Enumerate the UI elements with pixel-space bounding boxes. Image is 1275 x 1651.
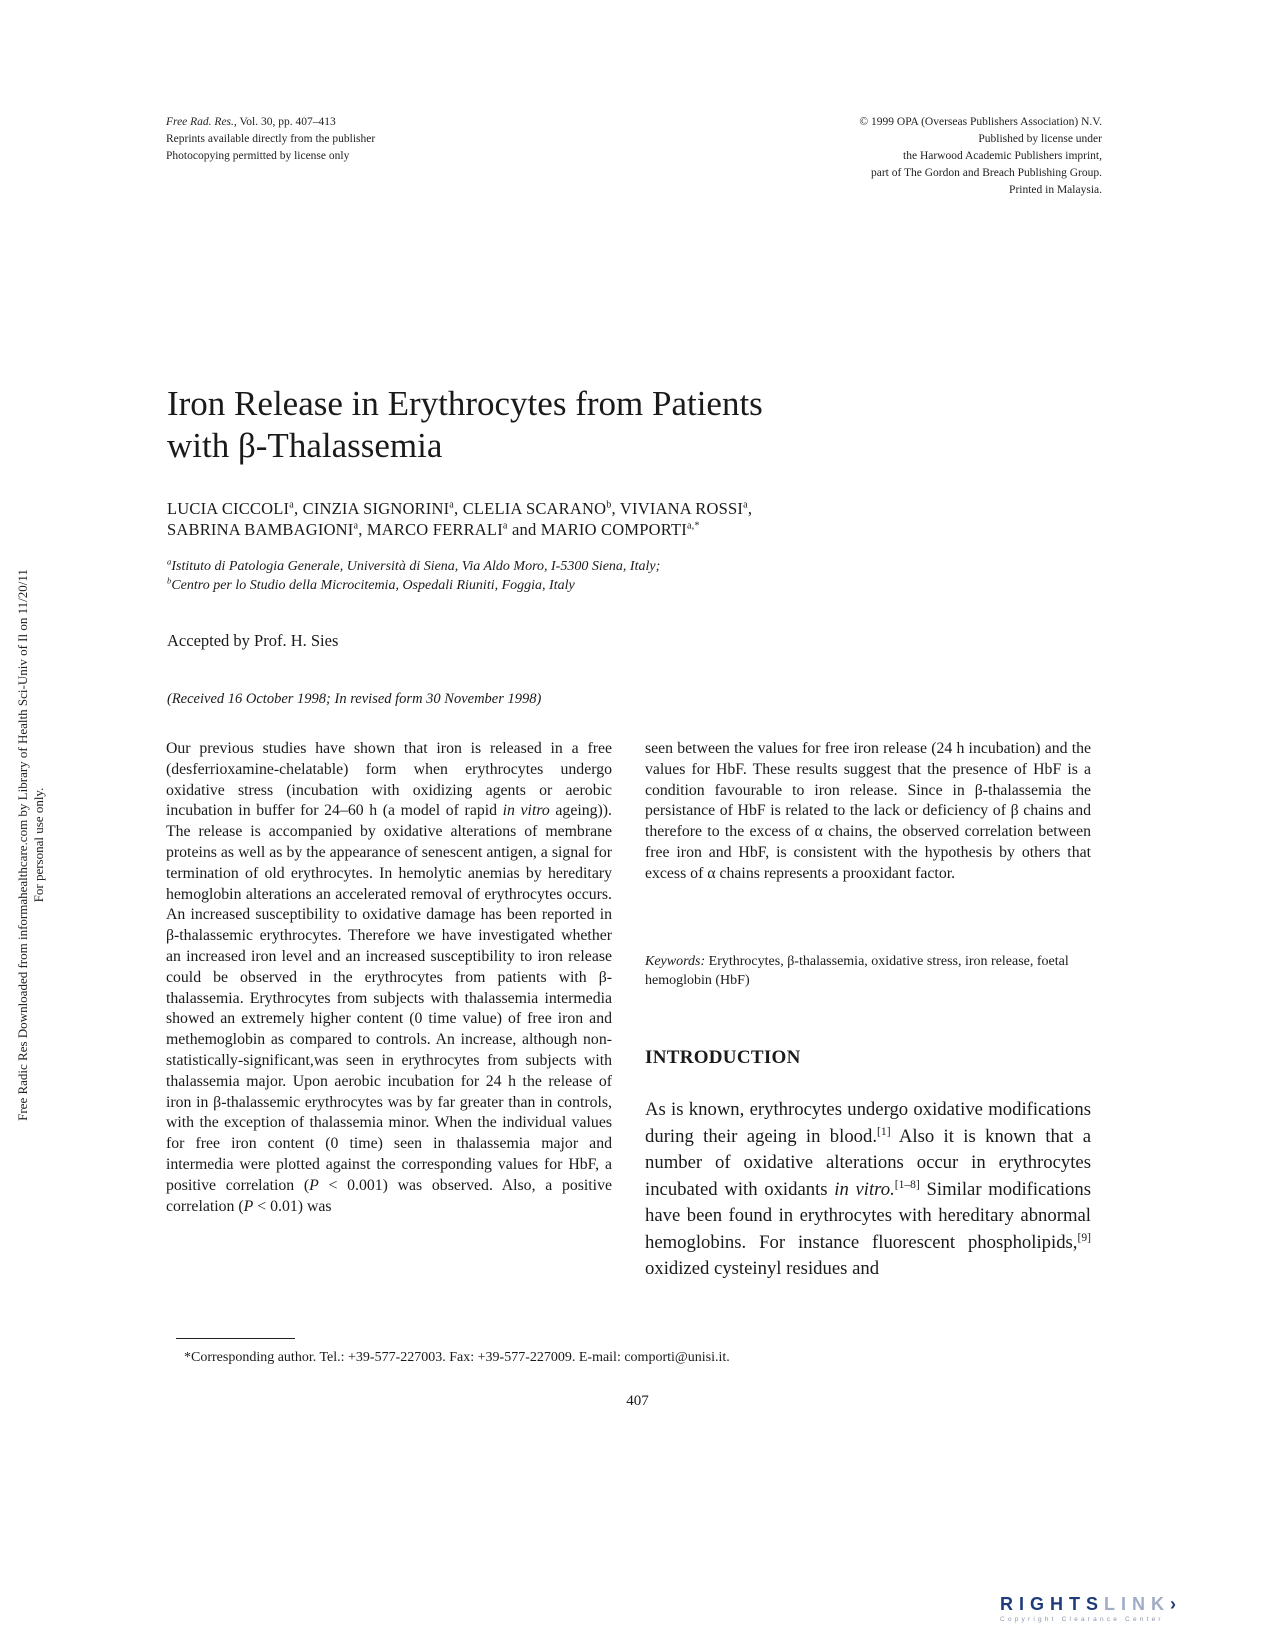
group-line: part of The Gordon and Breach Publishing Group. <box>870 167 1102 179</box>
section-heading-introduction: INTRODUCTION <box>645 1047 801 1068</box>
citation-ref: [1] <box>877 1124 891 1138</box>
license-line: Published by license under <box>978 133 1102 145</box>
affiliation-mark: a <box>353 520 359 532</box>
keywords-list: Erythrocytes, β-thalassemia, oxidative stress, iron release, foetal hemoglobin (HbF) <box>645 954 1069 988</box>
affiliation-a: $^a$Istituto di Patologia Generale, Università di Siena, Via Aldo Moro, I-5300 Siena, Italy; <box>167 556 661 574</box>
author-name: MARIO COMPORTI <box>540 520 687 539</box>
affiliations <box>167 557 1027 595</box>
affiliation-mark: a <box>289 499 294 511</box>
abstract-continuation: seen between the values for free iron release (24 h incubation) and the values for HbF. These results suggest that the presence of HbF is a condition favourable to iron release. Since in β-thalassemia the persistance of HbF is related to the lack or deficiency of β chains and therefore to the excess of α chains, the observed correlation between free iron and HbF, is consistent with the hypothesis by others that excess of α chains represents a prooxidant factor. <box>645 740 1091 882</box>
author-name: LUCIA CICCOLI <box>167 499 290 518</box>
abstract-text: Our previous studies have shown that iron is released in a free (desferrioxamine-chelatable) form when erythrocytes undergo oxidative stress (incubation with oxidizing agents or aerobic incubation in buffer for 24–60 h (a model of rapid in vitro ageing)). The release is accompanied by oxidative alterations of membrane proteins as well as by the appearance of senescent antigen, a signal for termination of old erythrocytes. In hemolytic anemias by hereditary hemoglobin alterations an accelerated removal of erythrocytes occurs. An increased susceptibility to oxidative damage has been reported in β-thalassemic erythrocytes. Therefore we have investigated whether an increased iron level and an increased susceptibility to iron release could be observed in the erythrocytes from patients with β-thalassemia. Erythrocytes from subjects with thalassemia intermedia showed an extremely higher content (0 time value) of free iron and methemoglobin as compared to controls. An increase, although non-statistically-significant,was seen in erythrocytes from subjects with thalassemia major. Upon aerobic incubation for 24 h the release of iron in β-thalassemic erythrocytes was by far greater than in controls, with the exception of thalassemia minor. When the individual values for free iron content (0 time) seen in thalassemia major and intermedia were plotted against the corresponding values for HbF, a positive correlation (P < 0.001) was observed. Also, a positive correlation (P < 0.01) was <box>166 740 612 1215</box>
page-number: 407 <box>626 1393 649 1409</box>
running-header-right <box>682 114 1102 199</box>
reprint-note: Reprints available directly from the publisher <box>166 133 376 145</box>
affiliation-b: $^b$Centro per lo Studio della Microcitemia, Ospedali Riuniti, Foggia, Italy <box>167 575 575 593</box>
photocopy-note: Photocopying permitted by license only <box>166 150 350 162</box>
logo-arrow-icon: › <box>1170 1594 1183 1614</box>
citation: , Vol. 30, pp. 407–413 <box>233 116 336 128</box>
watermark-line-1: Free Radic Res Downloaded from informahealthcare.com by Library of Health Sci-Univ of Il on 11/20/11 <box>15 569 30 1121</box>
download-watermark <box>0 465 62 1225</box>
watermark-line-2: For personal use only. <box>31 787 46 903</box>
affiliation-mark: b <box>606 499 612 511</box>
author-name: MARCO FERRALI <box>366 520 503 539</box>
printed-line: Printed in Malaysia. <box>1009 184 1102 196</box>
citation-ref: [9] <box>1077 1230 1091 1244</box>
author-name: CLELIA SCARANO <box>462 499 607 518</box>
rightslink-logo[interactable] <box>1000 1594 1240 1628</box>
title-line-2: with β-Thalassemia <box>167 426 443 465</box>
affiliation-mark: a,* <box>686 520 700 532</box>
affiliation-mark: a <box>449 499 455 511</box>
citation-ref: [1–8] <box>894 1177 920 1191</box>
logo-link: LINK <box>1104 1594 1171 1614</box>
author-name: VIVIANA ROSSI <box>619 499 744 518</box>
title-line-1: Iron Release in Erythrocytes from Patients <box>167 384 763 423</box>
corresponding-author-footnote: *Corresponding author. Tel.: +39-577-227003. Fax: +39-577-227009. E-mail: comporti@unisi.it. <box>184 1350 730 1365</box>
keywords <box>645 952 1091 990</box>
journal-abbrev: Free Rad. Res. <box>166 116 234 128</box>
article-title <box>167 383 927 467</box>
running-header-left <box>166 114 496 165</box>
author-list: LUCIA CICCOLI$^a$, CINZIA SIGNORINI$^a$, CLELIA SCARANO$^b$, VIVIANA ROSSI$^a$, SABRINA BAMBAGIONI$^a$, MARCO FERRALI$^a$ and MARIO $COMPORTI^{a,*}$ <box>167 499 753 539</box>
author-name: CINZIA SIGNORINI <box>302 499 450 518</box>
logo-subtitle: Copyright Clearance Center <box>1000 1616 1164 1623</box>
logo-rights: RIGHTS <box>1000 1594 1105 1614</box>
author-name: SABRINA BAMBAGIONI <box>167 520 354 539</box>
received-dates: (Received 16 October 1998; In revised form 30 November 1998) <box>167 691 542 707</box>
copyright-line: © 1999 OPA (Overseas Publishers Association) N.V. <box>859 116 1102 128</box>
keywords-label: Keywords: <box>645 954 706 969</box>
imprint-line: the Harwood Academic Publishers imprint, <box>903 150 1102 162</box>
accepted-by: Accepted by Prof. H. Sies <box>167 631 339 650</box>
footnote-divider <box>176 1338 295 1339</box>
introduction-text: As is known, erythrocytes undergo oxidative modifications during their ageing in blood.[1] Also it is known that a number of oxidative alterations occur in erythrocytes incubated with oxidants in vitro.[1–8] Similar modifications have been found in erythrocytes with hereditary abnormal hemoglobins. For instance fluorescent phospholipids,[9] oxidized cysteinyl residues and <box>645 1099 1091 1279</box>
affiliation-mark: a <box>743 499 748 511</box>
affiliation-mark: a <box>502 520 508 532</box>
